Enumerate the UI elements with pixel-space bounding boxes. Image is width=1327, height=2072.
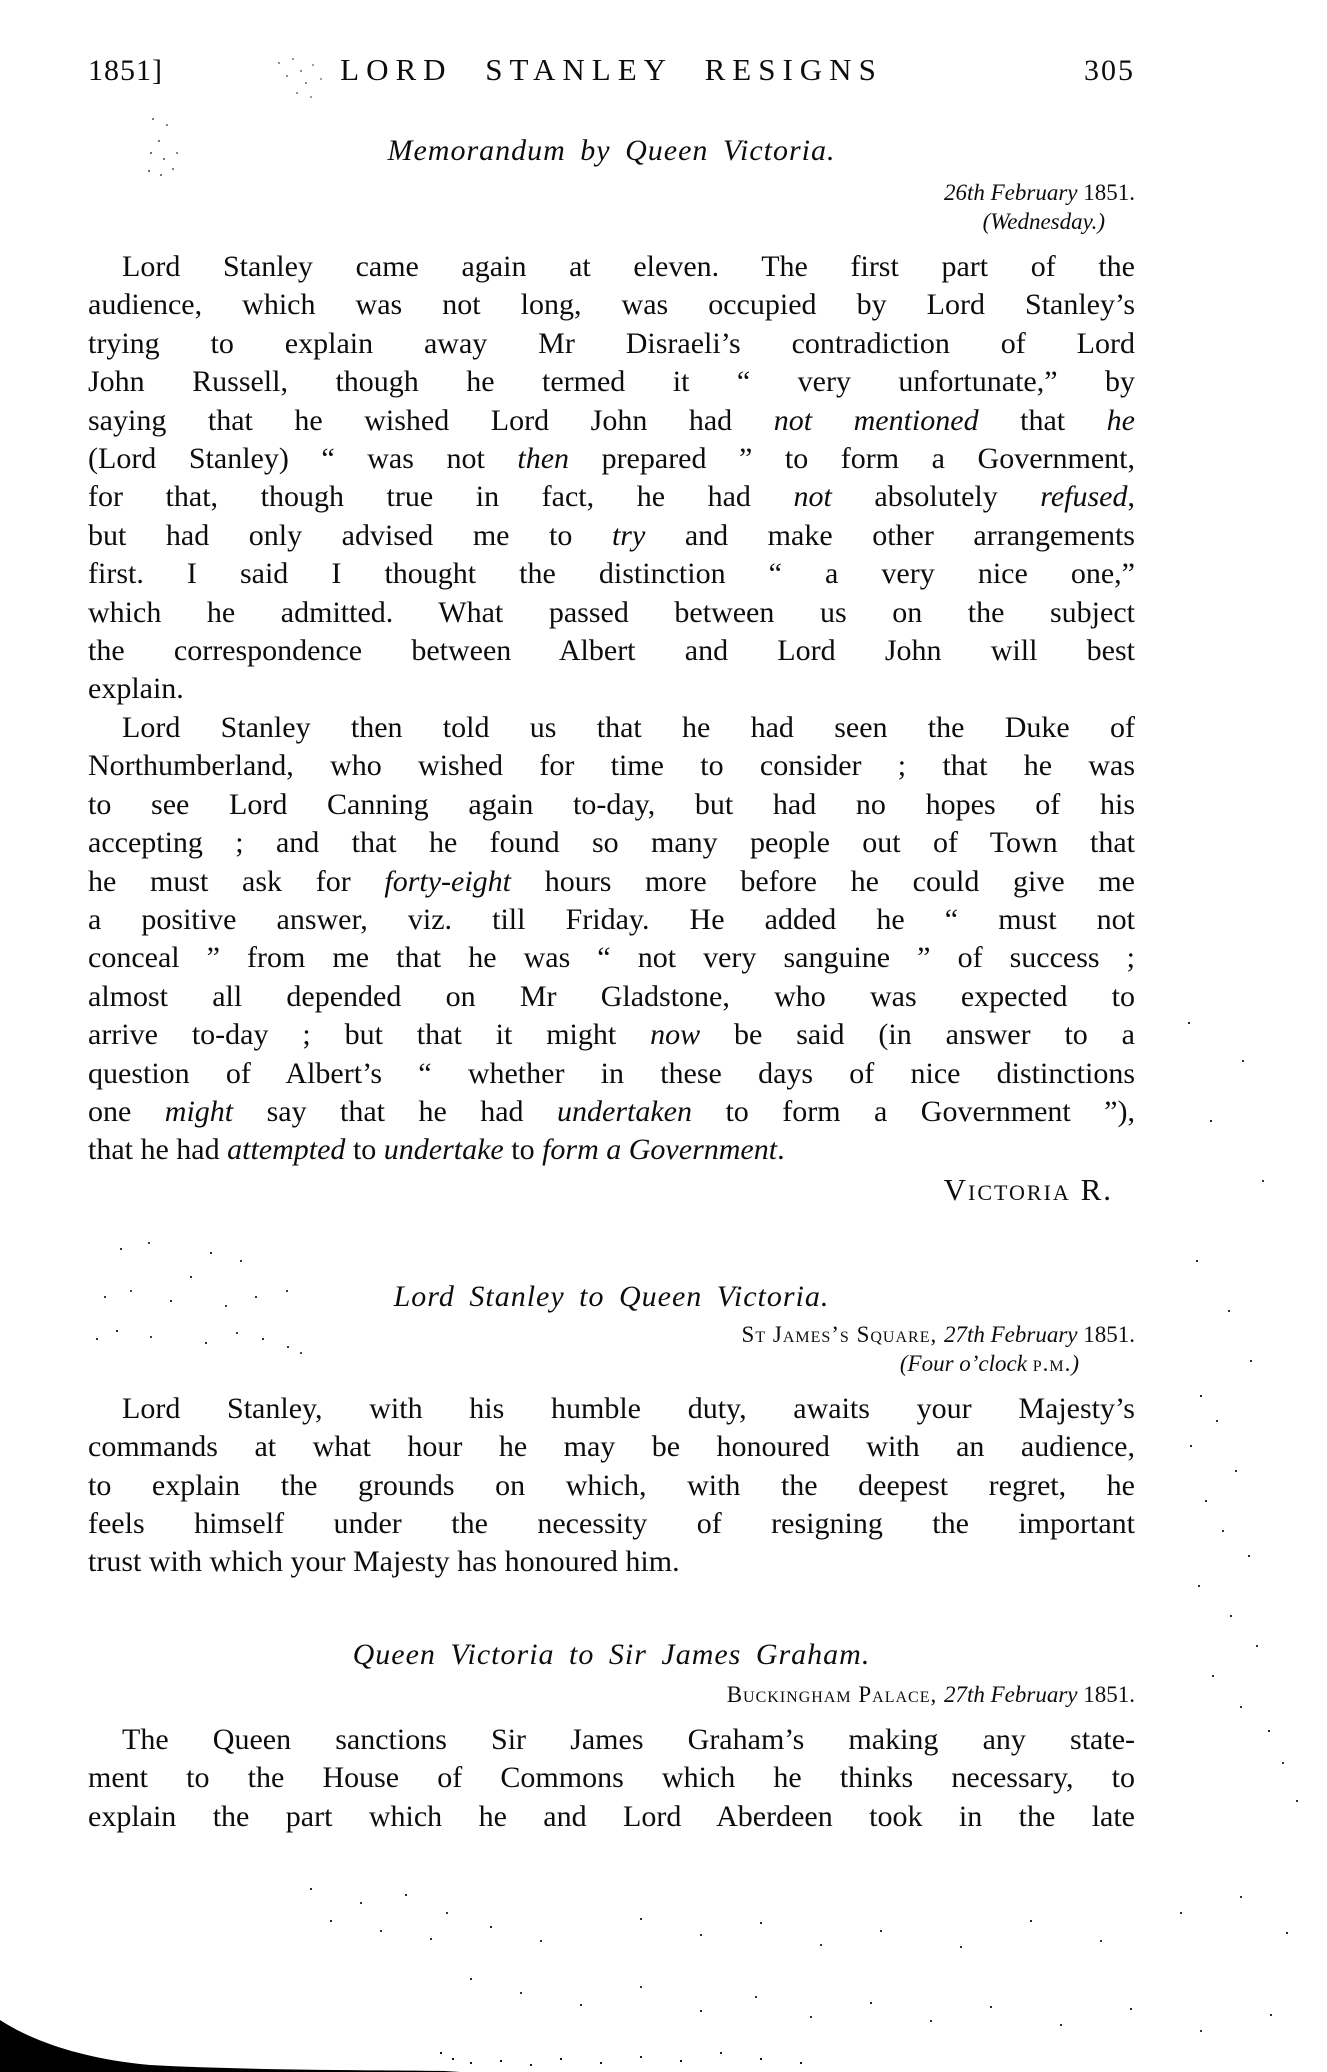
text-line: Buckingham Palace, 27th February 1851. bbox=[726, 1681, 1135, 1707]
text-line: feels himself under the necessity of resigning the important bbox=[88, 1506, 1135, 1540]
graham-letter-paragraph bbox=[88, 1721, 1135, 1836]
memorandum-section bbox=[88, 134, 1135, 1208]
text-line: a positive answer, viz. till Friday. He added he “ must not bbox=[88, 902, 1135, 936]
memorandum-heading: Memorandum by Queen Victoria. bbox=[387, 134, 836, 167]
text-line: to see Lord Canning again to-day, but had no hopes of his bbox=[88, 787, 1135, 821]
page-curl-artifact bbox=[0, 2020, 460, 2072]
graham-letter-dateline bbox=[88, 1680, 1135, 1709]
stanley-letter-heading: Lord Stanley to Queen Victoria. bbox=[393, 1279, 830, 1313]
text-line: explain. bbox=[88, 672, 184, 706]
memorandum-paragraph-1 bbox=[88, 248, 1135, 709]
text-line: conceal ” from me that he was “ not very sanguine ” of success ; bbox=[88, 941, 1135, 975]
text-line: trying to explain away Mr Disraeli’s contradiction of Lord bbox=[88, 326, 1135, 360]
text-line: Lord Stanley, with his humble duty, awaits your Majesty’s bbox=[122, 1391, 1135, 1425]
signature-victoria: Victoria R. bbox=[943, 1171, 1113, 1207]
text-line: he must ask for forty-eight hours more before he could give me bbox=[88, 864, 1135, 898]
text-line: question of Albert’s “ whether in these days of nice distinctions bbox=[88, 1056, 1135, 1090]
running-title: LORD STANLEY RESIGNS bbox=[340, 52, 883, 87]
text-line: to explain the grounds on which, with the deepest regret, he bbox=[88, 1468, 1135, 1502]
stanley-letter-paragraph bbox=[88, 1390, 1135, 1582]
text-line: (Lord Stanley) “ was not then prepared ” to form a Government, bbox=[88, 442, 1135, 476]
memorandum-paragraph-2 bbox=[88, 709, 1135, 1170]
text-line: Lord Stanley then told us that he had seen the Duke of bbox=[122, 710, 1135, 744]
text-line: Lord Stanley came again at eleven. The first part of the bbox=[122, 250, 1135, 283]
text-line: trust with which your Majesty has honoured him. bbox=[88, 1545, 680, 1579]
page-header bbox=[88, 52, 1135, 88]
text-line: ment to the House of Commons which he thinks necessary, to bbox=[88, 1761, 1135, 1795]
text-line: John Russell, though he termed it “ very unfortunate,” by bbox=[88, 365, 1135, 399]
text-line: arrive to-day ; but that it might now be said (in answer to a bbox=[88, 1018, 1136, 1052]
year-label: 1851] bbox=[88, 54, 163, 87]
text-line: commands at what hour he may be honoured with an audience, bbox=[88, 1430, 1135, 1464]
text-line: that he had attempted to undertake to form a Government. bbox=[88, 1133, 785, 1167]
page-number: 305 bbox=[1084, 54, 1135, 87]
scan-speckle-bottom bbox=[0, 0, 2, 2]
text-line: accepting ; and that he found so many people out of Town that bbox=[88, 826, 1135, 860]
text-line: which he admitted. What passed between us on the subject bbox=[88, 595, 1135, 629]
graham-letter-section bbox=[88, 1638, 1135, 1836]
memorandum-dateline bbox=[88, 178, 1135, 236]
text-block bbox=[88, 52, 1135, 1836]
text-line: (Four o’clock p.m.) bbox=[899, 1350, 1079, 1376]
text-line: (Wednesday.) bbox=[982, 209, 1105, 234]
stanley-letter-dateline bbox=[88, 1320, 1135, 1378]
text-line: Northumberland, who wished for time to consider ; that he was bbox=[88, 749, 1135, 783]
text-line: almost all depended on Mr Gladstone, who was expected to bbox=[88, 979, 1135, 1013]
text-line: The Queen sanctions Sir James Graham’s making any state- bbox=[122, 1722, 1135, 1756]
text-line: for that, though true in fact, he had not absolutely refused, bbox=[88, 480, 1135, 514]
text-line: saying that he wished Lord John had not mentioned that he bbox=[88, 403, 1135, 437]
text-line: audience, which was not long, was occupied by Lord Stanley’s bbox=[88, 288, 1135, 322]
graham-letter-heading: Queen Victoria to Sir James Graham. bbox=[352, 1637, 871, 1671]
text-line: 26th February 1851. bbox=[943, 180, 1135, 205]
text-line: first. I said I thought the distinction “ a very nice one,” bbox=[88, 557, 1135, 591]
text-line: one might say that he had undertaken to form a Government ”), bbox=[88, 1094, 1135, 1128]
stanley-letter-section bbox=[88, 1280, 1135, 1582]
text-line: St James’s Square, 27th February 1851. bbox=[741, 1321, 1135, 1347]
text-line: explain the part which he and Lord Aberdeen took in the late bbox=[88, 1799, 1135, 1833]
text-line: but had only advised me to try and make other arrangements bbox=[88, 518, 1135, 552]
text-line: the correspondence between Albert and Lord John will best bbox=[88, 634, 1135, 668]
